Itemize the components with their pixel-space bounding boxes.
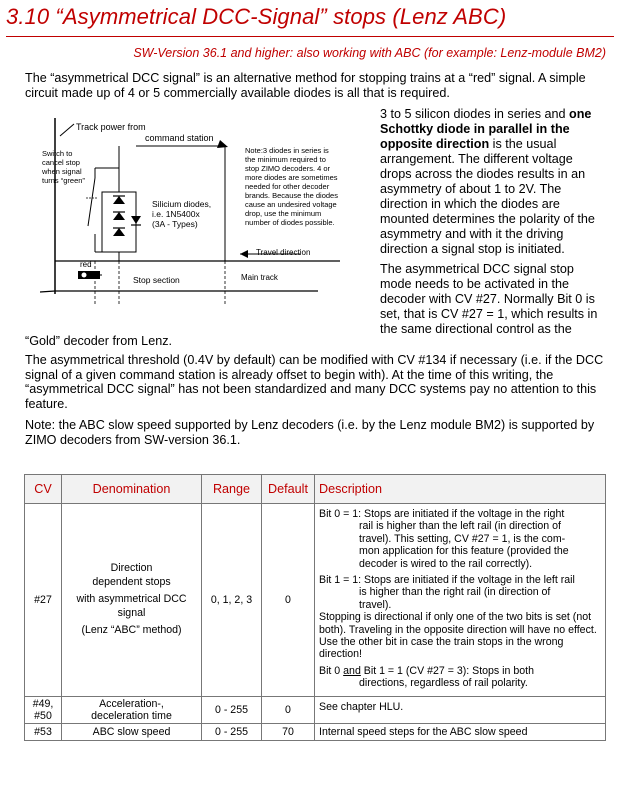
label-main-track: Main track xyxy=(241,273,278,282)
rc-text-a: 3 to 5 silicon diodes in series and xyxy=(380,107,570,121)
cell-description: Internal speed steps for the ABC slow speed xyxy=(315,723,606,740)
right-column-text-2: The asymmetrical DCC signal stop mode needs to be activated in the decoder with CV #27. Normally Bit 0 is set, that is CV #27 = 1, which results in the same directional control as the xyxy=(380,262,598,336)
cell-cv xyxy=(25,696,62,723)
rc-text-c: is the usual arrangement. The different voltage drops across the diodes results in an asymmetry of about 1 to 2V. The direction in which the diodes are mounted determines the polarity of the asymmetry and with it the driving direction a signal stop is initiated. xyxy=(380,137,595,256)
section-title: 3.10 “Asymmetrical DCC-Signal” stops (Lenz ABC) xyxy=(6,4,507,29)
note-line-1: Note:3 diodes in series is xyxy=(245,146,329,155)
desc-line: Stopping is directional if only one of the two bits is set (not both). Traveling in the opposite direction will have no effect. Use the other bit in case the train stops in the wrong direction! xyxy=(319,611,597,661)
col-header-denomination: Denomination xyxy=(62,475,202,504)
cv-table xyxy=(24,474,606,741)
note-line-7: cause an undesired voltage xyxy=(245,200,337,209)
desc-line: decoder is wired to the rail correctly). xyxy=(359,557,533,570)
cell-description xyxy=(315,504,606,697)
label-switch-1: Switch to xyxy=(42,149,73,158)
col-header-default: Default xyxy=(262,475,315,504)
abc-circuit-diagram xyxy=(40,116,375,306)
den-line: Acceleration-, xyxy=(99,697,164,710)
desc-line: directions, regardless of rail polarity. xyxy=(359,677,528,690)
cell-cv: #53 xyxy=(25,723,62,740)
cell-description: See chapter HLU. xyxy=(315,696,606,723)
cell-denomination: ABC slow speed xyxy=(62,723,202,740)
desc-line: Bit 1 = 1: Stops are initiated if the voltage in the left rail xyxy=(319,574,575,587)
desc-and: and xyxy=(343,664,361,677)
cv-line: #50 xyxy=(34,709,52,722)
col-header-range: Range xyxy=(202,475,262,504)
cell-cv: #27 xyxy=(25,504,62,697)
desc-bit1: Bit 1 = 1 (CV #27 = 3): Stops in both xyxy=(360,664,534,677)
desc-line: rail is higher than the left rail (in direction of xyxy=(359,520,561,533)
threshold-paragraph: The asymmetrical threshold (0.4V by default) can be modified with CV #134 if necessary (i.e. if the DCC signal of a given command station is already offset to begin with). At the time of this writing, the “asymmetrical DCC signal” has not been standardized and many DCC systems pay no attention to this feature. xyxy=(25,353,604,411)
label-red: red xyxy=(80,260,92,269)
desc-line: travel). xyxy=(359,598,392,611)
title-rule xyxy=(6,36,614,37)
label-switch-4: turns “green” xyxy=(42,176,85,185)
cv-line: #49, xyxy=(32,697,54,710)
cell-default: 0 xyxy=(262,696,315,723)
den-line: deceleration time xyxy=(91,709,172,722)
desc-line: Bit 0 = 1: Stops are initiated if the voltage in the right xyxy=(319,508,565,520)
rc-text-bold: one Schottky diode in parallel in the opposite direction xyxy=(380,107,592,151)
label-silicium-2: i.e. 1N5400x xyxy=(152,209,200,219)
table-row xyxy=(25,696,606,723)
label-switch-3: when signal xyxy=(42,167,82,176)
den-line: with asymmetrical DCC xyxy=(76,593,187,606)
col-header-description: Description xyxy=(315,475,606,504)
den-line: dependent stops xyxy=(92,575,171,588)
note-line-5: needed for other decoder xyxy=(245,182,330,191)
note-line-3: stop ZIMO decoders. 4 or xyxy=(245,164,331,173)
cell-default: 70 xyxy=(262,723,315,740)
intro-paragraph: The “asymmetrical DCC signal” is an alternative method for stopping trains at a “red” signal. A simple circuit made up of 4 or 5 commercially available diodes is all that is required. xyxy=(25,71,586,100)
label-switch-2: cancel stop xyxy=(42,158,80,167)
cell-denomination xyxy=(62,696,202,723)
gold-decoder-line: “Gold” decoder from Lenz. xyxy=(25,334,172,348)
desc-line: mon application for this feature (provided the xyxy=(359,545,569,558)
cell-range: 0, 1, 2, 3 xyxy=(202,504,262,697)
note-line-6: brands. Because the diodes xyxy=(245,191,338,200)
note-line-9: number of diodes possible. xyxy=(245,218,335,227)
label-command-station: command station xyxy=(145,133,214,143)
label-silicium-3: (3A - Types) xyxy=(152,219,198,229)
den-line: (Lenz “ABC” method) xyxy=(81,624,182,637)
label-stop-section: Stop section xyxy=(133,275,180,285)
table-row xyxy=(25,723,606,740)
cell-default: 0 xyxy=(262,504,315,697)
col-header-cv: CV xyxy=(25,475,62,504)
desc-line xyxy=(319,665,601,677)
label-track-power: Track power from xyxy=(76,122,146,132)
den-line: Direction xyxy=(110,562,153,575)
table-header-row xyxy=(25,475,606,504)
note-line-4: more diodes are sometimes xyxy=(245,173,338,182)
slow-speed-note: Note: the ABC slow speed supported by Lenz decoders (i.e. by the Lenz module BM2) is supported by ZIMO decoders from SW-version 36.1. xyxy=(25,418,595,447)
note-line-8: drop, use the minimum xyxy=(245,209,322,218)
desc-line: travel). This setting, CV #27 = 1, is the com- xyxy=(359,532,566,545)
cell-range: 0 - 255 xyxy=(202,696,262,723)
label-travel-direction: Travel direction xyxy=(256,248,311,257)
desc-bit0: Bit 0 xyxy=(319,664,344,677)
note-line-2: the minimum required to xyxy=(245,155,326,164)
cell-range: 0 - 255 xyxy=(202,723,262,740)
den-line: signal xyxy=(117,606,146,619)
desc-line: is higher than the right rail (in direction of xyxy=(359,586,551,599)
label-silicium-1: Silicium diodes, xyxy=(152,199,212,209)
table-row xyxy=(25,504,606,697)
version-subtitle: SW-Version 36.1 and higher: also working with ABC (for example: Lenz-module BM2) xyxy=(133,46,606,60)
cell-denomination xyxy=(62,504,202,697)
right-column-text-1 xyxy=(380,107,606,257)
